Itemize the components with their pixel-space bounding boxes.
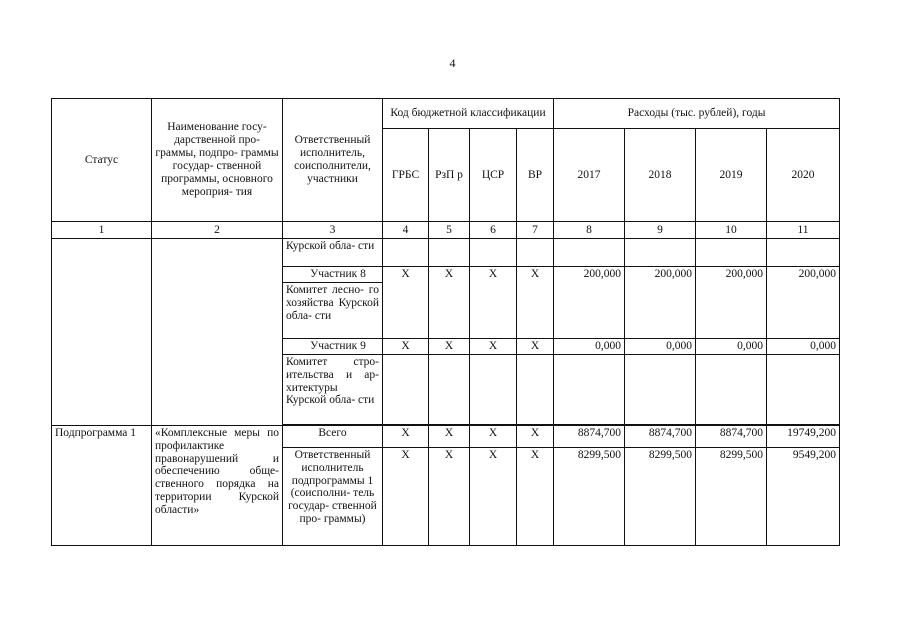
total-rzpr: Х	[429, 425, 470, 447]
column-number: 1	[52, 222, 152, 239]
column-number: 2	[152, 222, 283, 239]
header-year-2019: 2019	[696, 129, 767, 222]
p8-2020: 200,000	[767, 267, 840, 339]
total-2020: 19749,200	[767, 425, 840, 447]
name-cell-empty	[152, 239, 283, 426]
subprogram-name: «Комплексные меры по профилактике правонарушений и обеспечению обще- ственного порядка на территории Курской области»	[152, 425, 283, 545]
total-grbs: Х	[383, 425, 429, 447]
page-number: 4	[449, 56, 456, 70]
resp-csr: Х	[470, 447, 517, 545]
p9-vr: Х	[517, 338, 554, 354]
budget-table	[51, 98, 840, 546]
total-csr: Х	[470, 425, 517, 447]
column-number: 6	[470, 222, 517, 239]
table-row	[52, 425, 840, 447]
resp-2020: 9549,200	[767, 447, 840, 545]
header-code-group: Код бюджетной классификации	[383, 99, 554, 129]
column-number: 9	[625, 222, 696, 239]
status-cell-empty	[52, 239, 152, 426]
total-2018: 8874,700	[625, 425, 696, 447]
column-number: 5	[429, 222, 470, 239]
p9-2020: 0,000	[767, 338, 840, 354]
resp-grbs: Х	[383, 447, 429, 545]
header-year-2018: 2018	[625, 129, 696, 222]
column-number: 3	[283, 222, 383, 239]
p9-rzpr: Х	[429, 338, 470, 354]
p9-csr: Х	[470, 338, 517, 354]
p9-2019: 0,000	[696, 338, 767, 354]
p8-grbs: Х	[383, 267, 429, 339]
p9-grbs: Х	[383, 338, 429, 354]
column-number: 11	[767, 222, 840, 239]
total-2019: 8874,700	[696, 425, 767, 447]
p8-rzpr: Х	[429, 267, 470, 339]
responsible-label: Ответственный исполнитель подпрограммы 1 (соисполни- тель государ- ственной про- граммы)	[283, 447, 383, 545]
subprogram-status: Подпрограмма 1	[52, 425, 152, 545]
column-number: 7	[517, 222, 554, 239]
p9-2018: 0,000	[625, 338, 696, 354]
p8-vr: Х	[517, 267, 554, 339]
header-name: Наименование госу- дарственной про- граммы, подпро- граммы государ- ственной программы, основного мероприя- тия	[152, 99, 283, 222]
header-grbs: ГРБС	[383, 129, 429, 222]
total-2017: 8874,700	[554, 425, 625, 447]
total-label: Всего	[283, 425, 383, 447]
p8-2017: 200,000	[554, 267, 625, 339]
resp-2019: 8299,500	[696, 447, 767, 545]
header-rzpr: РзП р	[429, 129, 470, 222]
participant-8-label: Участник 8	[283, 267, 383, 283]
resp-rzpr: Х	[429, 447, 470, 545]
participant-9-desc: Комитет стро- ительства и ар- хитектуры Курской обла- сти	[283, 354, 383, 424]
column-number: 8	[554, 222, 625, 239]
header-year-2017: 2017	[554, 129, 625, 222]
total-vr: Х	[517, 425, 554, 447]
participant-9-label: Участник 9	[283, 338, 383, 354]
resp-2018: 8299,500	[625, 447, 696, 545]
participant-8-desc: Комитет лесно- го хозяйства Курской обла- сти	[283, 282, 383, 338]
p8-2018: 200,000	[625, 267, 696, 339]
p8-2019: 200,000	[696, 267, 767, 339]
column-number: 4	[383, 222, 429, 239]
header-csr: ЦСР	[470, 129, 517, 222]
header-year-2020: 2020	[767, 129, 840, 222]
column-number: 10	[696, 222, 767, 239]
table-row	[52, 239, 840, 267]
header-vr: ВР	[517, 129, 554, 222]
resp-2017: 8299,500	[554, 447, 625, 545]
header-responsible: Ответственный исполнитель, соисполнители, участники	[283, 99, 383, 222]
p8-csr: Х	[470, 267, 517, 339]
column-number-row	[52, 222, 840, 239]
p9-2017: 0,000	[554, 338, 625, 354]
participant-continuation: Курской обла- сти	[283, 239, 383, 267]
resp-vr: Х	[517, 447, 554, 545]
header-expenses-group: Расходы (тыс. рублей), годы	[554, 99, 840, 129]
header-status: Статус	[52, 99, 152, 222]
